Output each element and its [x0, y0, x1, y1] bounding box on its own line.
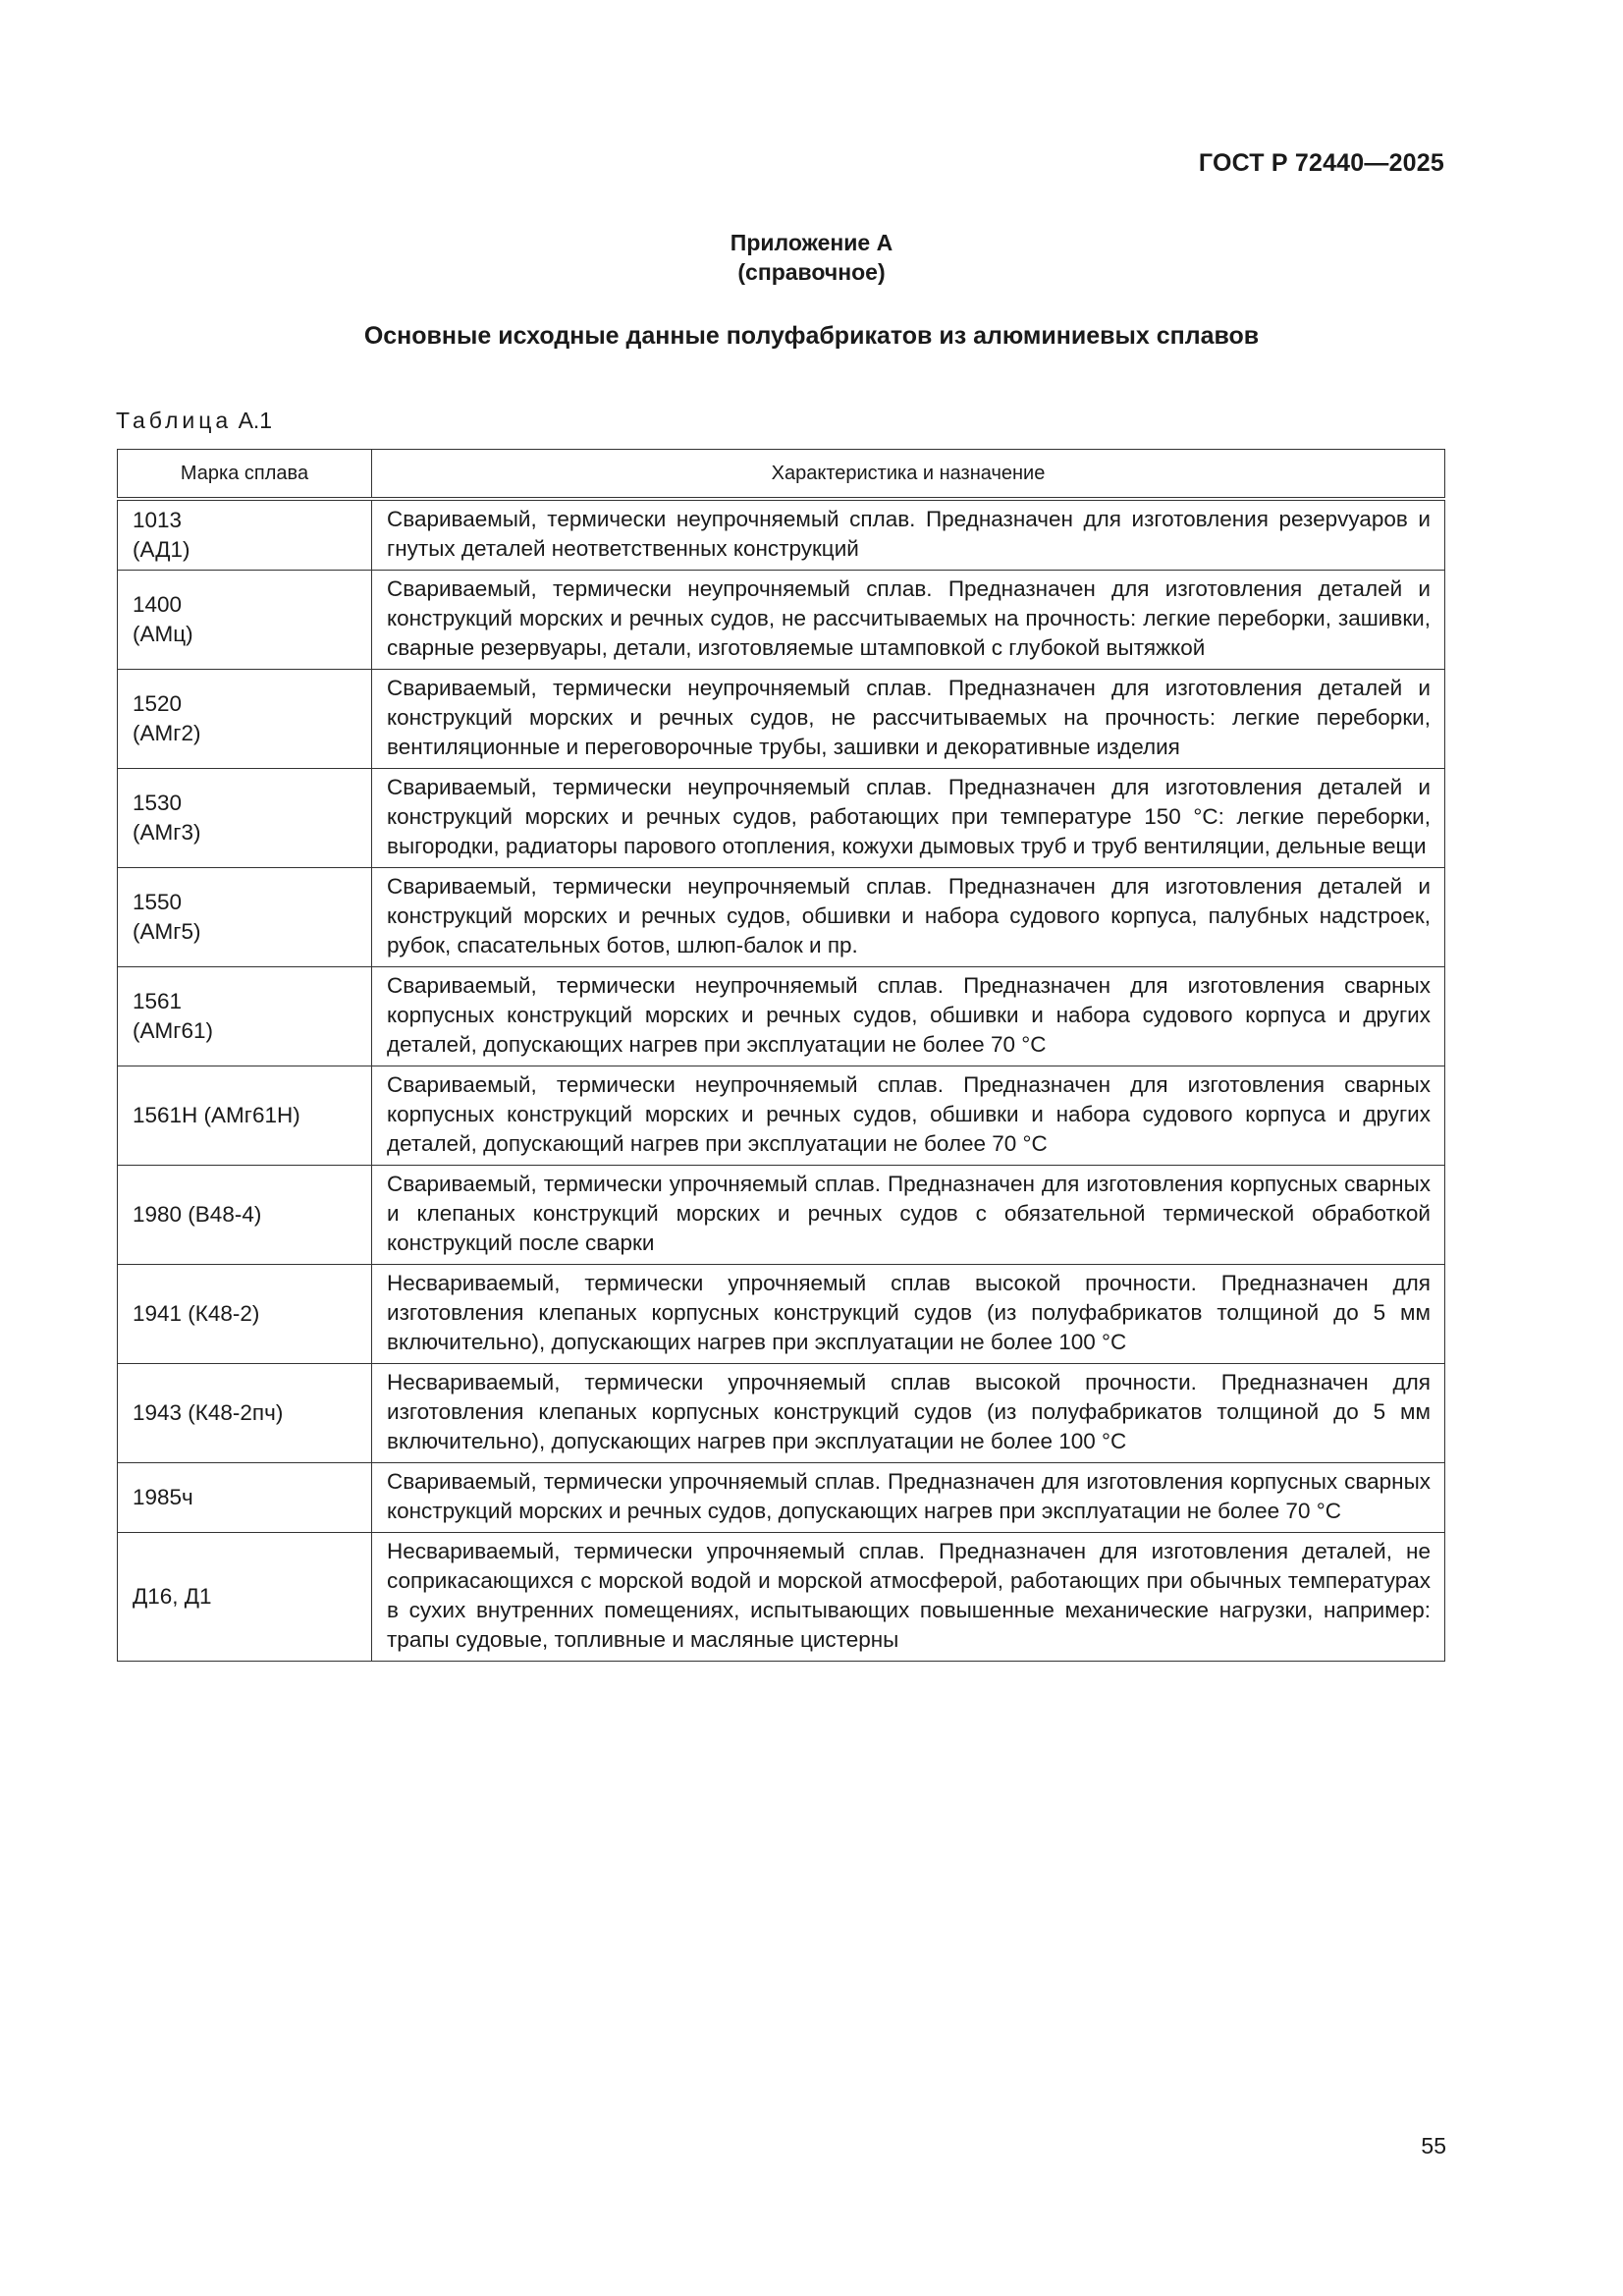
- alloy-description-cell: Свариваемый, термически неупрочняемый сплав. Предназначен для изготовления сварных корпусных конструкций морских и речных судов, обшивки и набора судового корпуса и других деталей, допускающих нагрев при эксплуатации не более 70 °С: [372, 967, 1445, 1066]
- alloy-grade-cell: 1550 (АМг5): [118, 868, 372, 967]
- header-alloy-grade: Марка сплава: [118, 450, 372, 500]
- alloy-grade-cell: 1561 (АМг61): [118, 967, 372, 1066]
- alloy-grade-cell: 1520 (АМг2): [118, 670, 372, 769]
- table-row: [118, 1265, 1445, 1364]
- alloy-description-cell: Свариваемый, термически неупрочняемый сплав. Предназначен для изготовления деталей и конструкций морских и речных судов, не рассчитываемых на прочность: легкие переборки, зашивки, сварные резервуары, детали, изготовляемые штамповкой с глубокой вытяжкой: [372, 571, 1445, 670]
- document-code: ГОСТ Р 72440—2025: [1198, 149, 1444, 177]
- alloy-grade-cell: 1013 (АД1): [118, 499, 372, 571]
- alloy-description-cell: Несвариваемый, термически упрочняемый сплав высокой прочности. Предназначен для изготовления клепаных корпусных конструкций судов (из полуфабрикатов толщиной до 5 мм включительно), допускающих нагрев при эксплуатации не более 100 °С: [372, 1265, 1445, 1364]
- table-row: [118, 1066, 1445, 1166]
- alloy-description-cell: Свариваемый, термически неупрочняемый сплав. Предназначен для изготовления сварных корпусных конструкций морских и речных судов, обшивки и набора судового корпуса и других деталей, допускающий нагрев при эксплуатации не более 70 °С: [372, 1066, 1445, 1166]
- table-caption-number: А.1: [238, 408, 273, 433]
- alloy-table: [117, 449, 1445, 1662]
- table-row: [118, 1364, 1445, 1463]
- table-body: [118, 499, 1445, 1662]
- alloy-grade-cell: Д16, Д1: [118, 1533, 372, 1662]
- table-caption-word: Таблица: [116, 408, 233, 433]
- alloy-description-cell: Свариваемый, термически неупрочняемый сплав. Предназначен для изготовления деталей и конструкций морских и речных судов, обшивки и набора судового корпуса, палубных надстроек, рубок, спасательных ботов, шлюп-балок и пр.: [372, 868, 1445, 967]
- alloy-grade-cell: 1943 (К48-2пч): [118, 1364, 372, 1463]
- alloy-grade-cell: 1941 (К48-2): [118, 1265, 372, 1364]
- alloy-grade-cell: 1561Н (АМг61Н): [118, 1066, 372, 1166]
- appendix-title: Основные исходные данные полуфабрикатов из алюминиевых сплавов: [363, 322, 1260, 350]
- table-caption: [116, 408, 272, 434]
- alloy-description-cell: Свариваемый, термически упрочняемый сплав. Предназначен для изготовления корпусных сварных и клепаных конструкций морских и речных судов с обязательной термической обработкой конструкций после сварки: [372, 1166, 1445, 1265]
- table-row: [118, 1166, 1445, 1265]
- header-characteristics: Характеристика и назначение: [372, 450, 1445, 500]
- alloy-description-cell: Свариваемый, термически неупрочняемый сплав. Предназначен для изготовления резерvуаров и гнутых деталей неответственных конструкций: [372, 499, 1445, 571]
- table-row: [118, 868, 1445, 967]
- table-row: [118, 769, 1445, 868]
- table-row: [118, 1533, 1445, 1662]
- page-number: 55: [1421, 2133, 1446, 2159]
- table-row: [118, 967, 1445, 1066]
- alloy-grade-cell: 1985ч: [118, 1463, 372, 1533]
- table-row: [118, 571, 1445, 670]
- alloy-description-cell: Свариваемый, термически неупрочняемый сплав. Предназначен для изготовления деталей и конструкций морских и речных судов, не рассчитываемых на прочность: легкие переборки, вентиляционные и переговорочные трубы, зашивки и декоративные изделия: [372, 670, 1445, 769]
- table-row: [118, 1463, 1445, 1533]
- alloy-description-cell: Свариваемый, термически неупрочняемый сплав. Предназначен для изготовления деталей и конструкций морских и речных судов, работающих при температуре 150 °С: легкие переборки, выгородки, радиаторы парового отопления, кожухи дымовых труб и труб вентиляции, дельные вещи: [372, 769, 1445, 868]
- appendix-heading: [0, 228, 1623, 287]
- alloy-description-cell: Свариваемый, термически упрочняемый сплав. Предназначен для изготовления корпусных сварных конструкций морских и речных судов, допускающих нагрев при эксплуатации не более 70 °С: [372, 1463, 1445, 1533]
- appendix-type: (справочное): [737, 259, 886, 285]
- alloy-description-cell: Несвариваемый, термически упрочняемый сплав. Предназначен для изготовления деталей, не соприкасающихся с морской водой и морской атмосферой, работающих при обычных температурах в сухих внутренних помещениях, испытывающих повышенные механические нагрузки, например: трапы судовые, топливные и масляные цистерны: [372, 1533, 1445, 1662]
- table-header-row: [118, 450, 1445, 500]
- alloy-grade-cell: 1530 (АМг3): [118, 769, 372, 868]
- alloy-grade-cell: 1980 (В48-4): [118, 1166, 372, 1265]
- alloy-description-cell: Несвариваемый, термически упрочняемый сплав высокой прочности. Предназначен для изготовления клепаных корпусных конструкций судов (из полуфабрикатов толщиной до 5 мм включительно), допускающих нагрев при эксплуатации не более 100 °С: [372, 1364, 1445, 1463]
- alloy-grade-cell: 1400 (АМц): [118, 571, 372, 670]
- appendix-label: Приложение А: [730, 230, 893, 255]
- table-row: [118, 670, 1445, 769]
- table-row: [118, 499, 1445, 571]
